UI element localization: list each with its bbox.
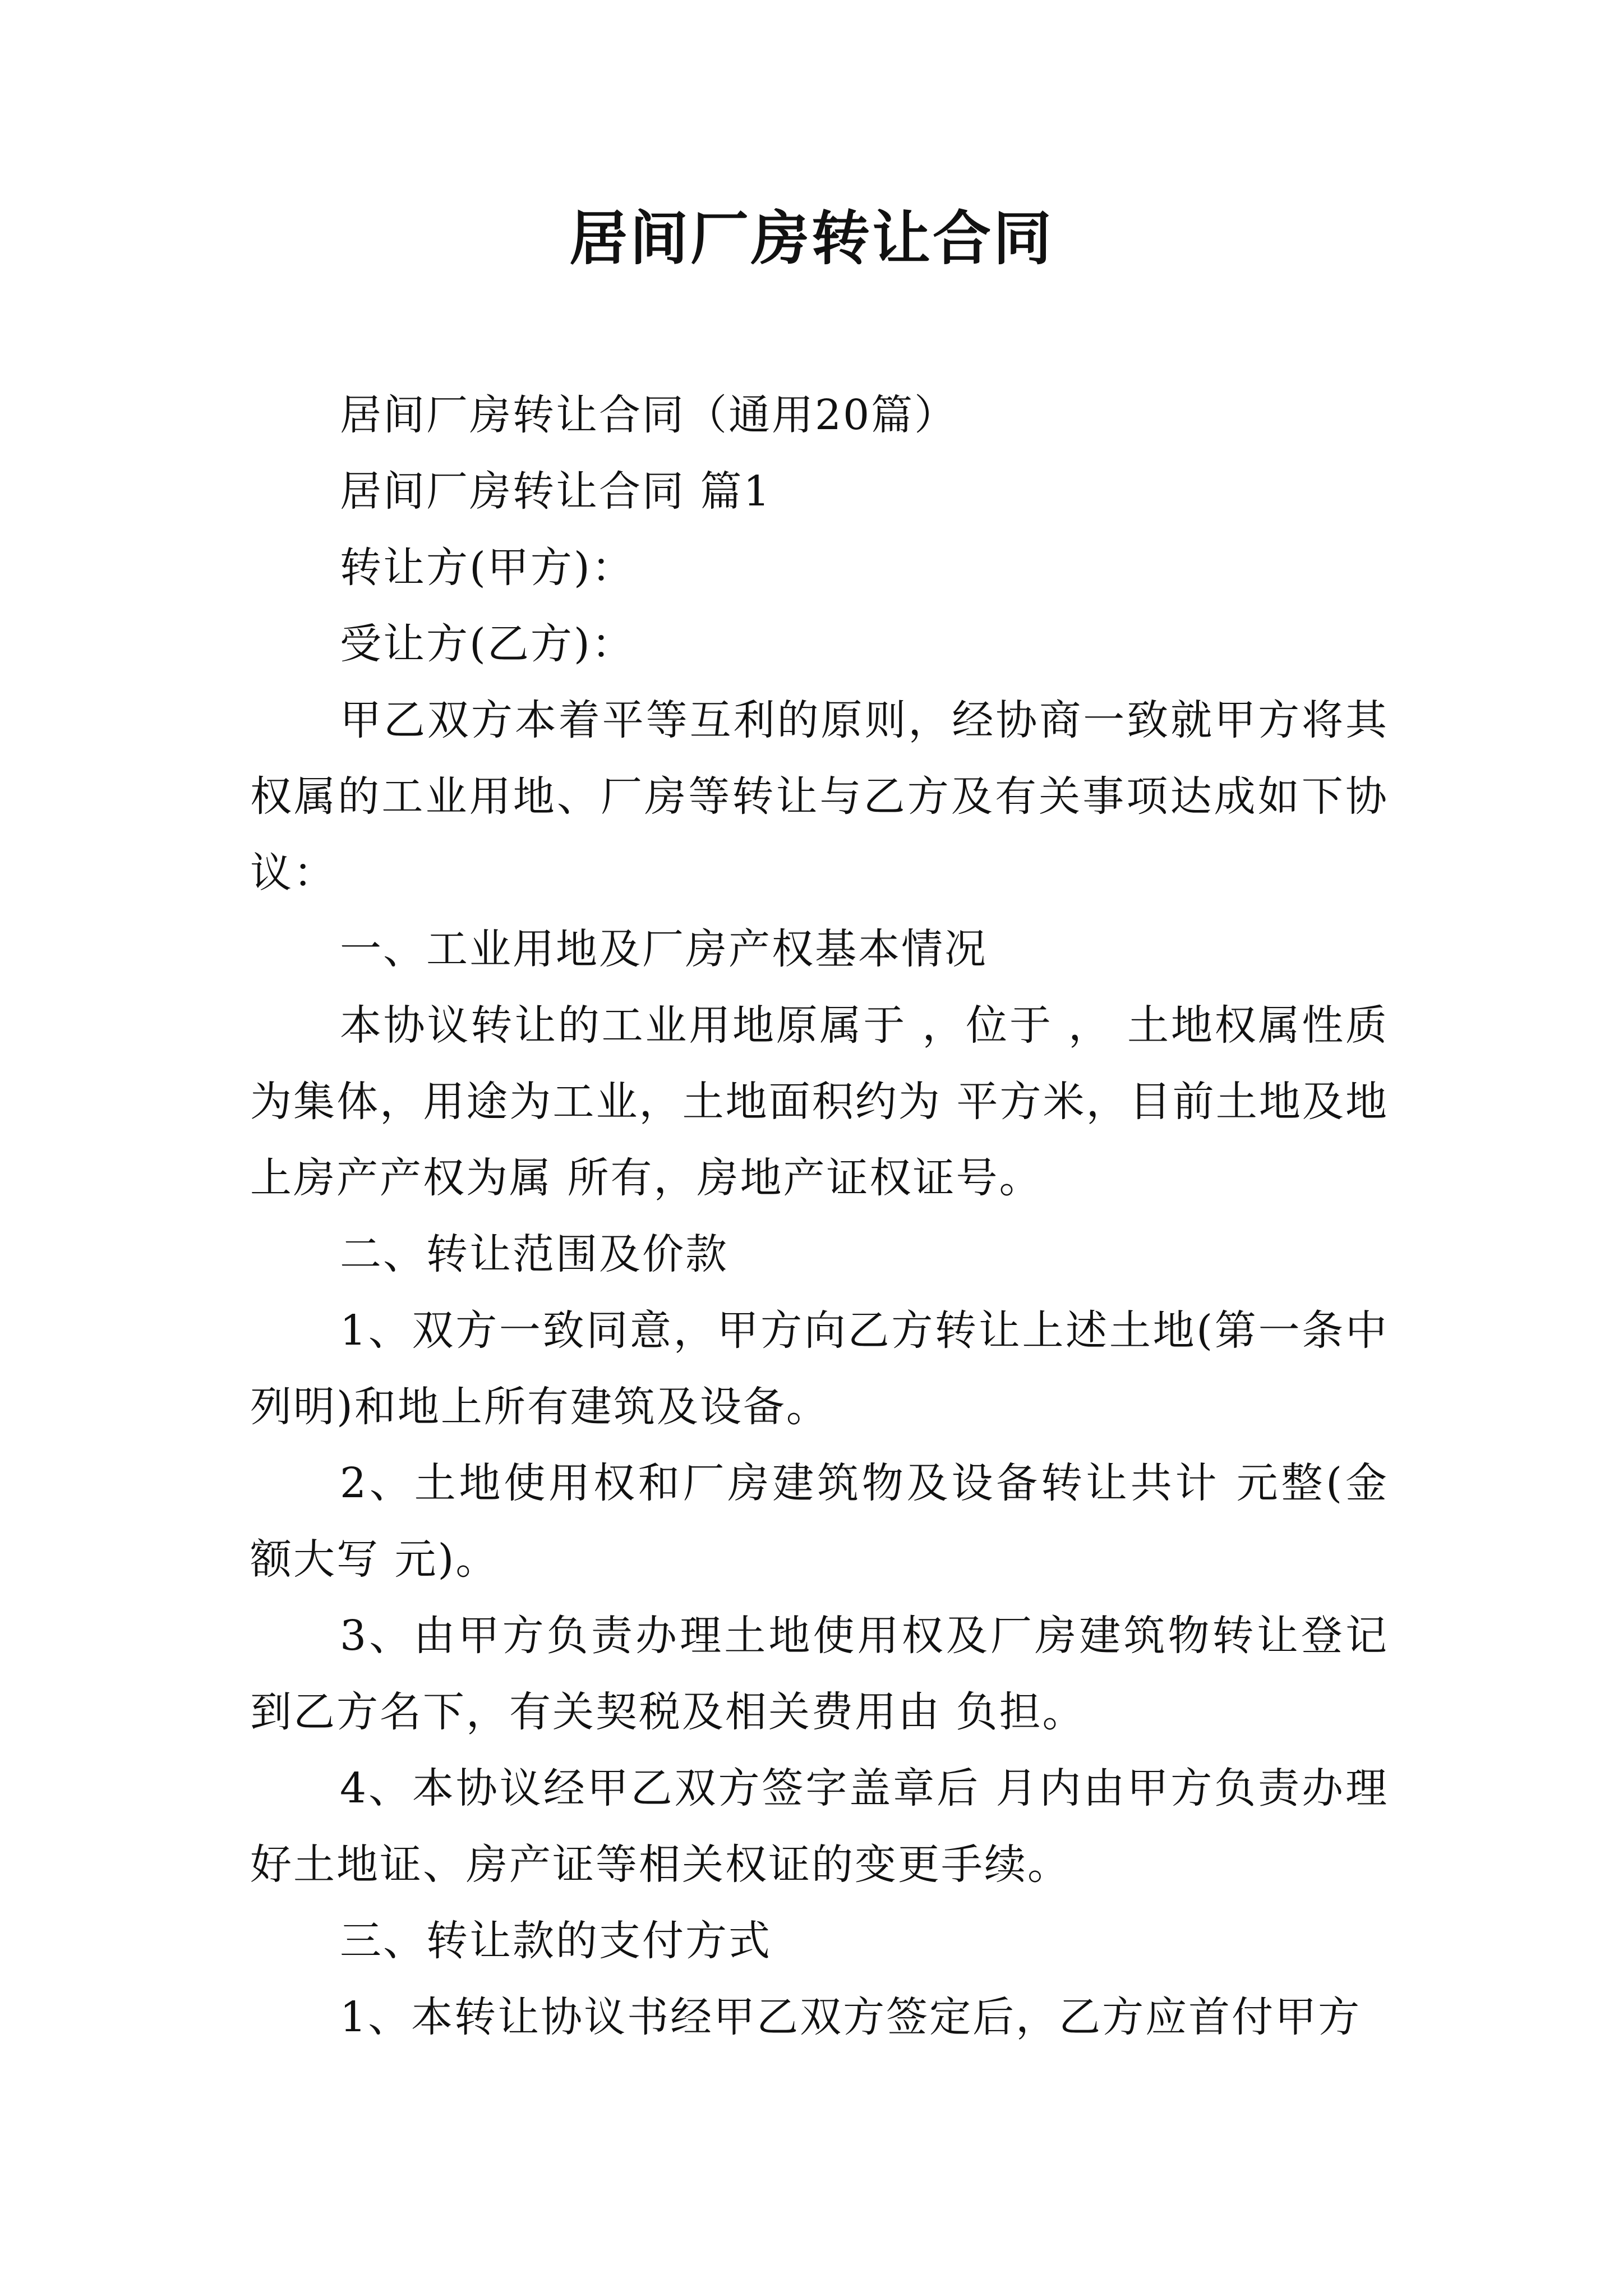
paragraph: 4、本协议经甲乙双方签字盖章后 月内由甲方负责办理好土地证、房产证等相关权证的变更手续。 (250, 1764, 1389, 1889)
paragraph: 甲乙双方本着平等互利的原则，经协商一致就甲方将其权属的工业用地、厂房等转让与乙方及有关事项达成如下协议： (250, 696, 1389, 897)
paragraph: 居间厂房转让合同 篇1 (340, 467, 772, 516)
paragraph: 1、双方一致同意，甲方向乙方转让上述土地(第一条中列明)和地上所有建筑及设备。 (250, 1306, 1389, 1431)
document-body (250, 377, 1389, 2055)
paragraph: 居间厂房转让合同（通用20篇） (340, 391, 958, 439)
paragraph: 本协议转让的工业用地原属于 ，位于 ， 土地权属性质为集体，用途为工业，土地面积约为 平方米，目前土地及地上房产产权为属 所有，房地产证权证号。 (250, 1001, 1389, 1202)
document-title: 居间厂房转让合同 (569, 204, 1054, 273)
paragraph: 3、由甲方负责办理土地使用权及厂房建筑物转让登记到乙方名下，有关契税及相关费用由 负担。 (250, 1612, 1389, 1736)
paragraph: 1、本转让协议书经甲乙双方签定后，乙方应首付甲方 (340, 1993, 1362, 2041)
section-heading: 三、转让款的支付方式 (340, 1917, 772, 1965)
paragraph: 转让方(甲方)： (340, 544, 635, 592)
paragraph: 2、土地使用权和厂房建筑物及设备转让共计 元整(金额大写 元)。 (250, 1459, 1389, 1584)
paragraph: 受让方(乙方)： (340, 620, 635, 668)
section-heading: 一、工业用地及厂房产权基本情况 (340, 925, 988, 973)
section-heading: 二、转让范围及价款 (340, 1230, 728, 1278)
